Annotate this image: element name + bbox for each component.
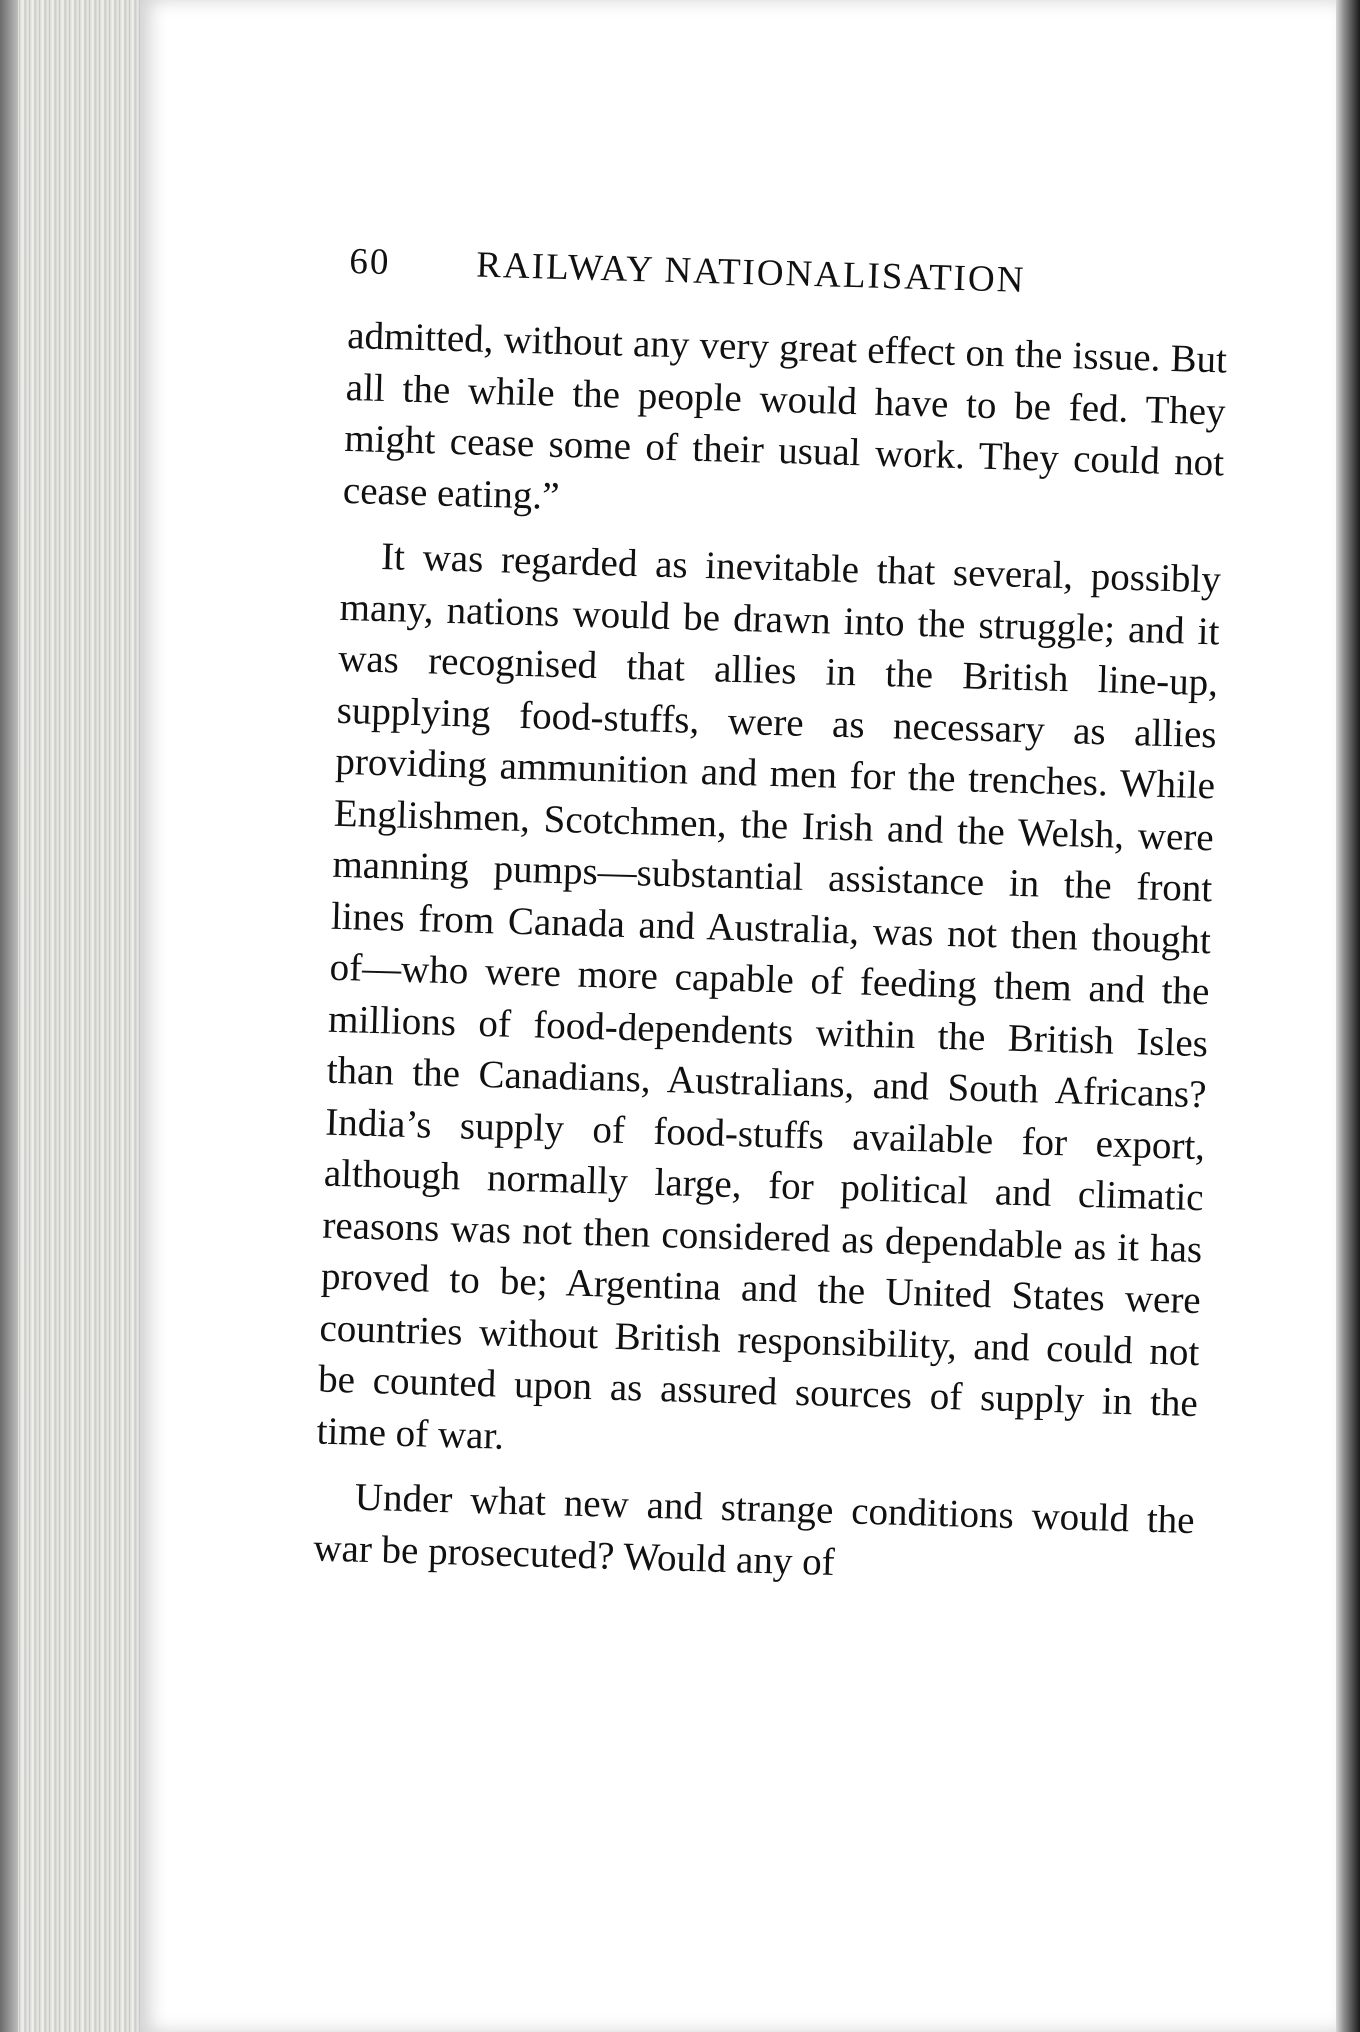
paragraph-2: It was regarded as inevitable that several, possibly many, nations would be drawn into the struggle; and it was recognised that allies in the British line-up, supplying food-stuffs, were as necessary as allies providing ammunition and men for the trenches. While Englishmen, Scotchmen, the Irish and the Welsh, were manning pumps—substantial assistance in the front lines from Canada and Australia, was not then thought of—who were more capable of feeding them and the millions of food-dependents within the British Isles than the Canadians, Australians, and South Africans? India’s supply of food-stuffs available for export, although normally large, for political and climatic reasons was not then considered as dependable as it has proved to be; Argentina and the United States were countries without British responsibility, and could not be counted upon as assured sources of supply in the time of war. [316,535,1222,1458]
text-block [312,240,1229,1612]
paragraph-3: Under what new and strange conditions would the war be prosecuted? Would any of [312,1475,1196,1584]
running-title: RAILWAY NATIONALISATION [475,244,1026,301]
paragraph-1: admitted, without any very great effect on the issue. But all the while the people would have to be fed. They might cease some of their usual work. They could not cease eating.” [342,313,1228,518]
book-cover-edge [1334,0,1360,2032]
book-page [140,0,1336,2032]
page-number: 60 [348,240,391,284]
book-page-edges [0,0,150,2032]
